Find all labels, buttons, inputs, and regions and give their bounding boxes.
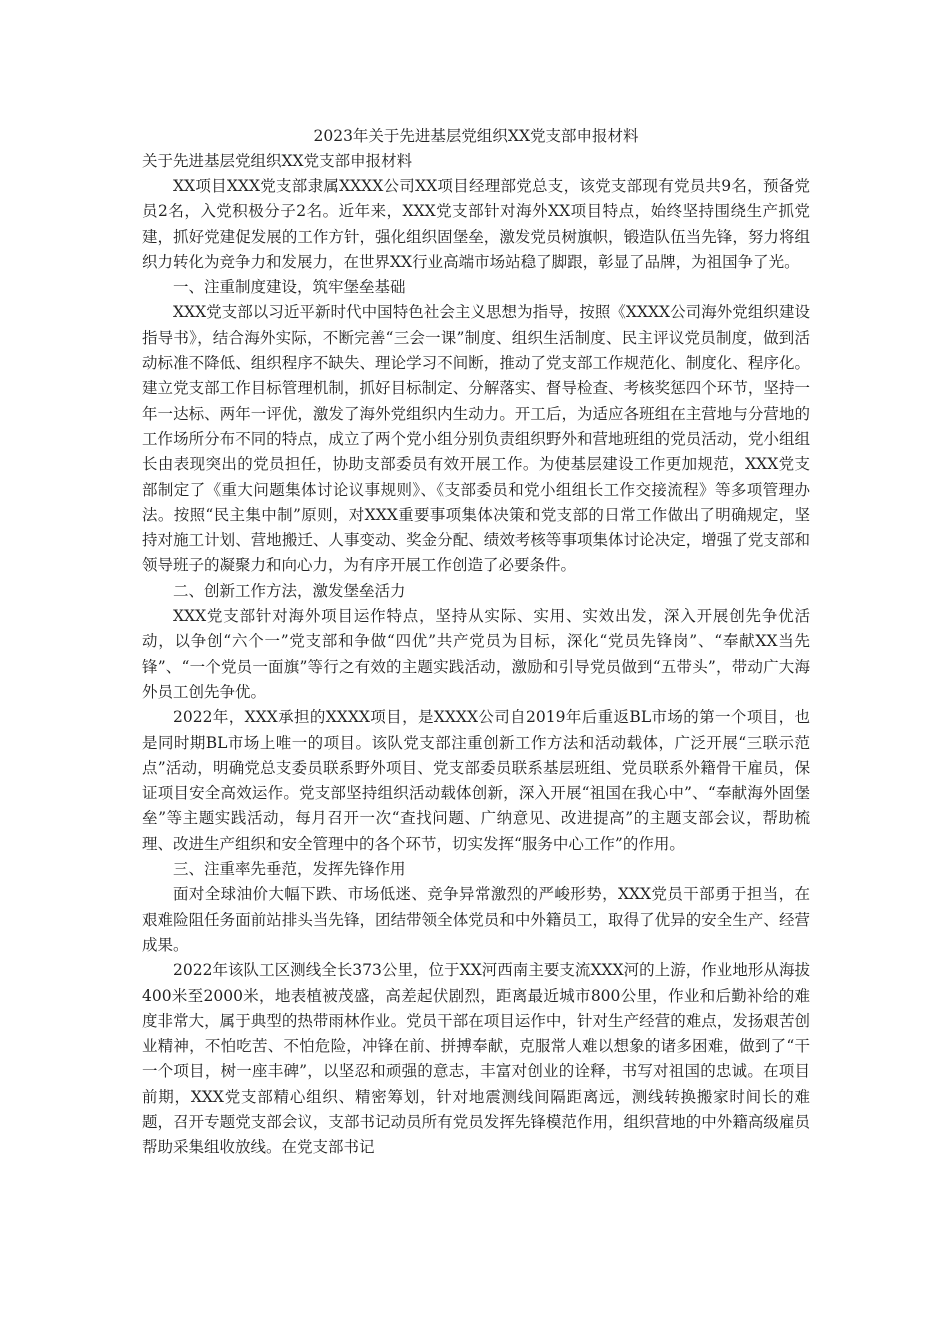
section-heading-2: 二、创新工作方法，激发堡垒活力 [173,581,406,600]
section-2-paragraph-2: 2022年，XXX承担的XXXX项目，是XXXX公司自2019年后重返BL市场的第一个项目，也是同时期BL市场上唯一的项目。该队党支部注重创新工作方法和活动载体，广泛开展“三联示范点”活动，明确党总支委员联系野外项目、党支部委员联系基层班组、党员联系外籍骨干雇员，保证项目安全高效运作。党支部坚持组织活动载体创新，深入开展“祖国在我心中”、“奉献海外固堡垒”等主题实践活动，每月召开一次“查找问题、广纳意见、改进提高”的主题支部会议，帮助梳理、改进生产组织和安全管理中的各个环节，切实发挥“服务中心工作”的作用。 [142,708,810,853]
section-3-paragraph-1: 面对全球油价大幅下跌、市场低迷、竞争异常激烈的严峻形势，XXX党员干部勇于担当，在艰难险阻任务面前站排头当先锋，团结带领全体党员和中外籍员工，取得了优异的安全生产、经营成果。 [142,885,810,954]
intro-paragraph: XX项目XXX党支部隶属XXXX公司XX项目经理部党总支，该党支部现有党员共9名，预备党员2名，入党积极分子2名。近年来，XXX党支部针对海外XX项目特点，始终坚持围绕生产抓党建，抓好党建促发展的工作方针，强化组织固堡垒，激发党员树旗帜，锻造队伍当先锋，努力将组织力转化为竞争力和发展力，在世界XX行业高端市场站稳了脚跟，彰显了品牌，为祖国争了光。 [142,177,810,271]
document-title: 2023年关于先进基层党组织XX党支部申报材料 [313,127,639,145]
section-2-paragraph-1: XXX党支部针对海外项目运作特点，坚持从实际、实用、实效出发，深入开展创先争优活动，以争创“六个一”党支部和争做“四优”共产党员为目标，深化“党员先锋岗”、“奉献XX当先锋”、“一个党员一面旗”等行之有效的主题实践活动，激励和引导党员做到“五带头”，带动广大海外员工创先争优。 [142,607,810,701]
section-1-paragraph: XXX党支部以习近平新时代中国特色社会主义思想为指导，按照《XXXX公司海外党组织建设指导书》，结合海外实际，不断完善“三会一课”制度、组织生活制度、民主评议党员制度，做到活动标准不降低、组织程序不缺失、理论学习不间断，推动了党支部工作规范化、制度化、程序化。建立党支部工作目标管理机制，抓好目标制定、分解落实、督导检查、考核奖惩四个环节，坚持一年一达标、两年一评优，激发了海外党组织内生动力。开工后，为适应各班组在主营地与分营地的工作场所分布不同的特点，成立了两个党小组分别负责组织野外和营地班组的党员活动，党小组组长由表现突出的党员担任，协助支部委员有效开展工作。为使基层建设工作更加规范，XXX党支部制定了《重大问题集体讨论议事规则》、《支部委员和党小组组长工作交接流程》等多项管理办法。按照“民主集中制”原则，对XXX重要事项集体决策和党支部的日常工作做出了明确规定，坚持对施工计划、营地搬迁、人事变动、奖金分配、绩效考核等事项集体讨论决定，增强了党支部和领导班子的凝聚力和向心力，为有序开展工作创造了必要条件。 [142,303,810,575]
document-subtitle: 关于先进基层党组织XX党支部申报材料 [142,152,413,170]
section-heading-1: 一、注重制度建设，筑牢堡垒基础 [173,278,406,297]
document-page [142,124,810,1161]
section-heading-3: 三、注重率先垂范，发挥先锋作用 [173,860,406,879]
section-3-paragraph-2: 2022年该队工区测线全长373公里，位于XX河西南主要支流XXX河的上游，作业地形从海拔400米至2000米，地表植被茂盛，高差起伏剧烈，距离最近城市800公里，作业和后勤补给的难度非常大，属于典型的热带雨林作业。党员干部在项目运作中，针对生产经营的难点，发扬艰苦创业精神，不怕吃苦、不怕危险，冲锋在前、拼搏奉献，克服常人难以想象的诸多困难，做到了“干一个项目，树一座丰碑”，以坚忍和顽强的意志，丰富对创业的诠释，书写对祖国的忠诚。在项目前期，XXX党支部精心组织、精密筹划，针对地震测线间隔距离远，测线转换搬家时间长的难题，召开专题党支部会议，支部书记动员所有党员发挥先锋模范作用，组织营地的中外籍高级雇员帮助采集组收放线。在党支部书记 [142,961,810,1157]
